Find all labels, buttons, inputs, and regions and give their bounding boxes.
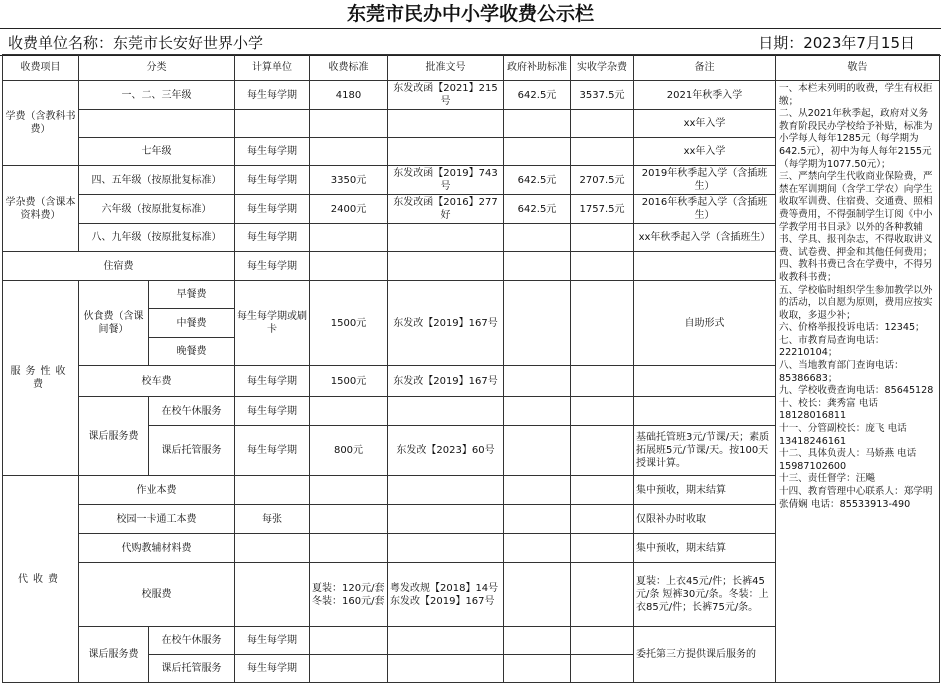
cell-unit: 每生每学期 xyxy=(235,655,310,683)
cell-note: 基础托管班3元/节课/天；素质拓展班5元/节课/天。按100天授课计算。 xyxy=(634,426,776,476)
section-fuwu: 服务性收费 xyxy=(3,281,79,476)
unit-name: 收费单位名称：东莞市长安好世界小学 xyxy=(8,34,264,52)
cell-actual: 2707.5元 xyxy=(571,166,634,195)
cell-category: 作业本费 xyxy=(79,476,235,505)
cell-unit: 每生每学期 xyxy=(235,426,310,476)
cell-note: xx年秋季起入学（含插班生） xyxy=(634,224,776,252)
publish-date: 日期：2023年7月15日 xyxy=(758,34,915,52)
page-title: 东莞市民办中小学收费公示栏 xyxy=(346,3,594,25)
cell-standard: 1500元 xyxy=(310,281,388,366)
cell-category: 代购教辅材料费 xyxy=(79,534,235,563)
cell-approval: 东发改函【2019】743号 xyxy=(388,166,504,195)
cell-note: 自助形式 xyxy=(634,281,776,366)
cell-subsidy: 642.5元 xyxy=(504,166,571,195)
cell-category: 校园一卡通工本费 xyxy=(79,505,235,534)
cell-sub: 在校午休服务 xyxy=(149,397,235,426)
cell-category: 伙食费（含课间餐） xyxy=(79,281,149,366)
col-header: 批准文号 xyxy=(388,55,504,81)
notice-item: 十四、教育管理中心联系人：郑学明 张倩娴 电话：85533913-490 xyxy=(779,486,933,510)
cell-sub: 早餐费 xyxy=(149,281,235,309)
cell-standard: 800元 xyxy=(310,426,388,476)
col-header: 实收学杂费 xyxy=(571,55,634,81)
cell-category: 课后服务费 xyxy=(79,397,149,476)
cell-note: 仅限补办时收取 xyxy=(634,505,776,534)
cell-category: 六年级（按原批复标准） xyxy=(79,195,235,224)
cell-category: 课后服务费 xyxy=(79,627,149,683)
notice-item: 七、市教育局查询电话：22210104； xyxy=(779,334,885,359)
cell-note: 委托第三方提供课后服务的 xyxy=(634,627,776,683)
cell-approval: 东发改函【2021】215号 xyxy=(388,81,504,110)
table-header-row xyxy=(3,55,940,81)
notice-item: 十三、责任督学：汪飚 xyxy=(779,473,875,485)
cell-category: 校服费 xyxy=(79,563,235,627)
cell-sub: 在校午休服务 xyxy=(149,627,235,655)
notice-item: 十、校长：龚秀富 电话18128016811 xyxy=(779,397,878,422)
col-header: 备注 xyxy=(634,55,776,81)
section-daishou: 代收费 xyxy=(3,476,79,683)
cell-unit: 每生每学期或刷卡 xyxy=(235,281,310,366)
notice-item: 四、教科书费已含在学费中，不得另收教科书费； xyxy=(779,259,933,283)
cell-unit: 每生每学期 xyxy=(235,366,310,397)
cell-subsidy: 642.5元 xyxy=(504,81,571,110)
cell-sub: 课后托管服务 xyxy=(149,655,235,683)
cell-note: 2019年秋季起入学（含插班生） xyxy=(634,166,776,195)
cell-actual: 3537.5元 xyxy=(571,81,634,110)
cell-sub: 课后托管服务 xyxy=(149,426,235,476)
cell-note: 2016年秋季起入学（含插班生） xyxy=(634,195,776,224)
notice-item: 九、学校收费查询电话：85645128 xyxy=(779,385,934,397)
cell-approval: 东发改【2019】167号 xyxy=(388,281,504,366)
col-header: 政府补助标准 xyxy=(504,55,571,81)
cell-category: 校车费 xyxy=(79,366,235,397)
cell-note: 夏装：上衣45元/件；长裤45元/条 短裤30元/条。冬装：上衣85元/件；长裤75元/条。 xyxy=(634,563,776,627)
cell-category: 四、五年级（按原批复标准） xyxy=(79,166,235,195)
cell-standard: 1500元 xyxy=(310,366,388,397)
header-bar xyxy=(0,28,941,56)
cell-category: 一、二、三年级 xyxy=(79,81,235,110)
cell-actual: 1757.5元 xyxy=(571,195,634,224)
cell-sub: 晚餐费 xyxy=(149,338,235,366)
notice-item: 十一、分管副校长：庞飞 电话13418246161 xyxy=(779,423,907,447)
cell-standard: 4180 xyxy=(310,81,388,110)
cell-standard: 3350元 xyxy=(310,166,388,195)
cell-unit: 每生每学期 xyxy=(235,81,310,110)
cell-unit: 每生每学期 xyxy=(235,166,310,195)
cell-category: 住宿费 xyxy=(3,252,235,281)
notice-item: 十二、具体负责人：马娇燕 电话15987102600 xyxy=(779,448,917,472)
cell-unit: 每生每学期 xyxy=(235,252,310,281)
cell-approval: 粤发改规【2018】14号 东发改【2019】167号 xyxy=(388,563,504,627)
notice-item: 五、学校临时组织学生参加教学以外的活动，以自愿为原则，费用应按实收取，多退少补； xyxy=(779,284,933,321)
cell-sub: 中餐费 xyxy=(149,309,235,338)
cell-note: 集中预收，期末结算 xyxy=(634,476,776,505)
cell-category: 八、九年级（按原批复标准） xyxy=(79,224,235,252)
cell-note: xx年入学 xyxy=(634,138,776,166)
cell-approval: 东发改【2023】60号 xyxy=(388,426,504,476)
table-row xyxy=(3,81,940,110)
cell-approval: 东发改函【2016】277好 xyxy=(388,195,504,224)
cell-subsidy: 642.5元 xyxy=(504,195,571,224)
cell-note: 集中预收，期末结算 xyxy=(634,534,776,563)
notice-item: 八、当地教育部门查询电话：85386683； xyxy=(779,360,904,384)
notice-item: 六、价格举报投诉电话：12345； xyxy=(779,322,925,334)
col-header: 收费标准 xyxy=(310,55,388,81)
cell-unit: 每生每学期 xyxy=(235,195,310,224)
section-xuefei: 学费（含教科书费） xyxy=(3,81,79,166)
cell-unit: 每生每学期 xyxy=(235,397,310,426)
notice-item: 三、严禁向学生代收商业保险费，严禁在军训期间（含学工学农）向学生收取军训费、住宿费、交通费、照相费等费用，不得强制学生订阅《中小学教学用书目录》以外的各种教辅书、学具、报刊杂志，不得收取讲义费、试卷费、押金和其他任何费用； xyxy=(779,171,933,258)
cell-unit: 每生每学期 xyxy=(235,224,310,252)
cell-standard: 2400元 xyxy=(310,195,388,224)
cell-unit: 每张 xyxy=(235,505,310,534)
col-header: 收费项目 xyxy=(3,55,79,81)
col-header: 敬告 xyxy=(776,55,940,81)
cell-note: xx年入学 xyxy=(634,110,776,138)
cell-approval: 东发改【2019】167号 xyxy=(388,366,504,397)
section-zafei: 学杂费（含课本资料费） xyxy=(3,166,79,252)
notice-item: 二、从2021年秋季起，政府对义务教育阶段民办学校给予补贴，标准为小学每人每年1285元（每学期为642.5元），初中为每人每年2155元（每学期为1077.50元）； xyxy=(779,108,933,170)
cell-note: 2021年秋季入学 xyxy=(634,81,776,110)
notice-panel xyxy=(776,81,940,683)
cell-unit: 每生每学期 xyxy=(235,138,310,166)
notice-item: 一、本栏未列明的收费，学生有权拒缴； xyxy=(779,83,933,107)
col-header: 计算单位 xyxy=(235,55,310,81)
cell-category: 七年级 xyxy=(79,138,235,166)
fee-table xyxy=(2,54,940,683)
cell-standard: 夏装：120元/套 冬装：160元/套 xyxy=(310,563,388,627)
col-header: 分类 xyxy=(79,55,235,81)
cell-unit: 每生每学期 xyxy=(235,627,310,655)
